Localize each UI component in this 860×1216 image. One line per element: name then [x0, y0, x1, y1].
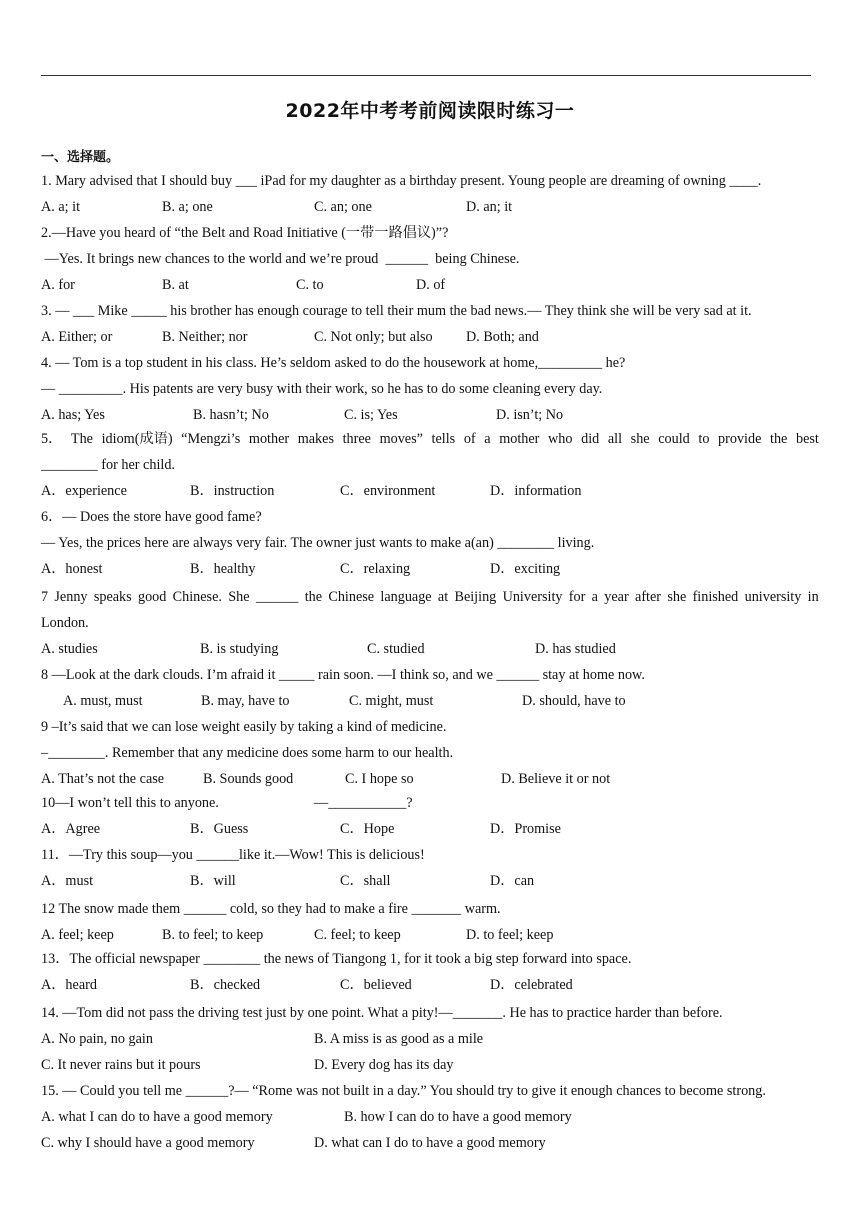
- header-rule: [41, 75, 811, 76]
- question-5: [41, 429, 819, 449]
- word: 5．: [41, 431, 63, 447]
- word: did: [581, 431, 600, 447]
- q10-option-d: D．Promise: [490, 821, 561, 837]
- q12-option-a: A. feel; keep: [41, 927, 114, 943]
- word: finished: [692, 589, 739, 605]
- question-10: 10—I won’t tell this to anyone.: [41, 795, 219, 811]
- word: Jenny: [54, 589, 88, 605]
- question-12: 12 The snow made them ______ cold, so they had to make a fire _______ warm.: [41, 901, 501, 917]
- q1-option-a: A. a; it: [41, 199, 81, 215]
- q9-option-c: C. I hope so: [345, 771, 414, 787]
- q1-option-c: C. an; one: [314, 199, 372, 215]
- word: she: [630, 431, 650, 447]
- word: 7: [41, 589, 49, 605]
- word: the: [770, 431, 788, 447]
- word: could: [658, 431, 690, 447]
- q5-option-c: C．environment: [340, 483, 436, 499]
- q12-option-b: B. to feel; to keep: [162, 927, 264, 943]
- question-4-reply: — _________. His patents are very busy with their work, so he has to do some cleaning every day.: [41, 381, 603, 397]
- q6-option-b: B．healthy: [190, 561, 256, 577]
- question-5-cont: ________ for her child.: [41, 457, 175, 473]
- q4-option-c: C. is; Yes: [344, 407, 398, 423]
- q10-option-c: C．Hope: [340, 821, 395, 837]
- word: She: [228, 589, 250, 605]
- word: University: [502, 589, 563, 605]
- q8-option-c: C. might, must: [349, 693, 434, 709]
- word: after: [635, 589, 662, 605]
- q2-option-d: D. of: [416, 277, 446, 293]
- word: tells: [431, 431, 456, 447]
- word: for: [568, 589, 586, 605]
- word: she: [667, 589, 687, 605]
- q12-option-d: D. to feel; keep: [466, 927, 554, 943]
- q7-option-a: A. studies: [41, 641, 98, 657]
- question-14: 14. —Tom did not pass the driving test just by one point. What a pity!—_______. He has to practice harder than before.: [41, 1005, 723, 1021]
- q2-option-c: C. to: [296, 277, 324, 293]
- question-9: 9 –It’s said that we can lose weight easily by taking a kind of medicine.: [41, 719, 447, 735]
- word: best: [795, 431, 819, 447]
- question-7: [41, 587, 819, 607]
- q13-option-d: D．celebrated: [490, 977, 573, 993]
- q10-option-b: B．Guess: [190, 821, 249, 837]
- q8-option-b: B. may, have to: [201, 693, 290, 709]
- word: who: [548, 431, 573, 447]
- section-heading: 一、选择题。: [41, 150, 120, 165]
- q11-option-c: C．shall: [340, 873, 391, 889]
- q2-option-b: B. at: [162, 277, 189, 293]
- word: of: [463, 431, 476, 447]
- question-13: 13．The official newspaper ________ the news of Tiangong 1, for it took a big step forward into space.: [41, 951, 632, 967]
- q14-option-c: C. It never rains but it pours: [41, 1057, 201, 1073]
- q13-option-a: A．heard: [41, 977, 97, 993]
- question-1: 1. Mary advised that I should buy ___ iPad for my daughter as a birthday present. Young people are dreaming of owning ____.: [41, 173, 762, 189]
- question-9-reply: –________. Remember that any medicine does some harm to our health.: [41, 745, 454, 761]
- q15-option-c: C. why I should have a good memory: [41, 1135, 255, 1151]
- q7-option-d: D. has studied: [535, 641, 616, 657]
- word: Chinese.: [172, 589, 222, 605]
- q8-option-a: A. must, must: [63, 693, 143, 709]
- word: Chinese: [328, 589, 375, 605]
- q14-option-a: A. No pain, no gain: [41, 1031, 153, 1047]
- word: year: [604, 589, 629, 605]
- word: the: [304, 589, 323, 605]
- question-4: 4. — Tom is a top student in his class. He’s seldom asked to do the housework at home,_________ he?: [41, 355, 626, 371]
- q3-option-c: C. Not only; but also: [314, 329, 433, 345]
- question-7-cont: London.: [41, 615, 89, 631]
- word: at: [437, 589, 449, 605]
- q13-option-c: C．believed: [340, 977, 412, 993]
- q13-option-b: B．checked: [190, 977, 261, 993]
- question-6: 6．— Does the store have good fame?: [41, 509, 262, 525]
- word: idiom(成语): [101, 431, 173, 447]
- q8-option-d: D. should, have to: [522, 693, 626, 709]
- q5-option-b: B．instruction: [190, 483, 275, 499]
- word: a: [484, 431, 491, 447]
- word: university: [744, 589, 802, 605]
- q4-option-b: B. hasn’t; No: [193, 407, 269, 423]
- q6-option-c: C．relaxing: [340, 561, 411, 577]
- word: all: [607, 431, 623, 447]
- question-2: 2.—Have you heard of “the Belt and Road Initiative (一带一路倡议)”?: [41, 225, 449, 241]
- word: three: [342, 431, 371, 447]
- q7-option-c: C. studied: [367, 641, 425, 657]
- word: good: [137, 589, 167, 605]
- q9-option-a: A. That’s not the case: [41, 771, 165, 787]
- q15-option-d: D. what can I do to have a good memory: [314, 1135, 546, 1151]
- q5-option-a: A．experience: [41, 483, 127, 499]
- q15-option-b: B. how I can do to have a good memory: [344, 1109, 572, 1125]
- q10-option-a: A．Agree: [41, 821, 101, 837]
- page-title: 2022年中考考前阅读限时练习一: [285, 100, 575, 122]
- word: a: [591, 589, 598, 605]
- q3-option-d: D. Both; and: [466, 329, 539, 345]
- word: language: [380, 589, 432, 605]
- word: mother: [248, 431, 290, 447]
- q1-option-b: B. a; one: [162, 199, 213, 215]
- q5-option-d: D．information: [490, 483, 582, 499]
- q14-option-b: B. A miss is as good as a mile: [314, 1031, 484, 1047]
- word: The: [70, 431, 93, 447]
- word: moves”: [379, 431, 423, 447]
- q14-option-d: D. Every dog has its day: [314, 1057, 454, 1073]
- word: speaks: [93, 589, 132, 605]
- q6-option-a: A．honest: [41, 561, 103, 577]
- word: in: [807, 589, 819, 605]
- q12-option-c: C. feel; to keep: [314, 927, 401, 943]
- question-8: 8 ―Look at the dark clouds. I’m afraid it _____ rain soon. ―I think so, and we ______ stay at home now.: [41, 667, 645, 683]
- word: mother: [499, 431, 540, 447]
- q7-option-b: B. is studying: [200, 641, 279, 657]
- question-2-reply: —Yes. It brings new chances to the world and we’re proud ______ being Chinese.: [41, 251, 520, 267]
- q15-option-a: A. what I can do to have a good memory: [41, 1109, 273, 1125]
- q4-option-d: D. isn’t; No: [496, 407, 564, 423]
- q4-option-a: A. has; Yes: [41, 407, 105, 423]
- q2-option-a: A. for: [41, 277, 75, 293]
- word: “Mengzi’s: [181, 431, 241, 447]
- question-11: 11．—Try this soup—you ______like it.—Wow! This is delicious!: [41, 847, 425, 863]
- word: to: [698, 431, 710, 447]
- word: provide: [718, 431, 762, 447]
- question-10-reply: —___________?: [314, 795, 413, 811]
- q11-option-a: A．must: [41, 873, 94, 889]
- q6-option-d: D．exciting: [490, 561, 561, 577]
- question-6-reply: — Yes, the prices here are always very fair. The owner just wants to make a(an) ________ living.: [41, 535, 595, 551]
- question-15: 15. — Could you tell me ______?— “Rome was not built in a day.” You should try to give it enough chances to become strong.: [41, 1083, 766, 1099]
- q3-option-a: A. Either; or: [41, 329, 113, 345]
- question-3: 3. — ___ Mike _____ his brother has enough courage to tell their mum the bad news.— They think she will be very sad at it.: [41, 303, 752, 319]
- word: ______: [255, 589, 299, 605]
- q11-option-d: D．can: [490, 873, 535, 889]
- word: Beijing: [454, 589, 497, 605]
- word: makes: [297, 431, 334, 447]
- q3-option-b: B. Neither; nor: [162, 329, 248, 345]
- q1-option-d: D. an; it: [466, 199, 513, 215]
- q9-option-d: D. Believe it or not: [501, 771, 611, 787]
- q11-option-b: B．will: [190, 873, 236, 889]
- q9-option-b: B. Sounds good: [203, 771, 294, 787]
